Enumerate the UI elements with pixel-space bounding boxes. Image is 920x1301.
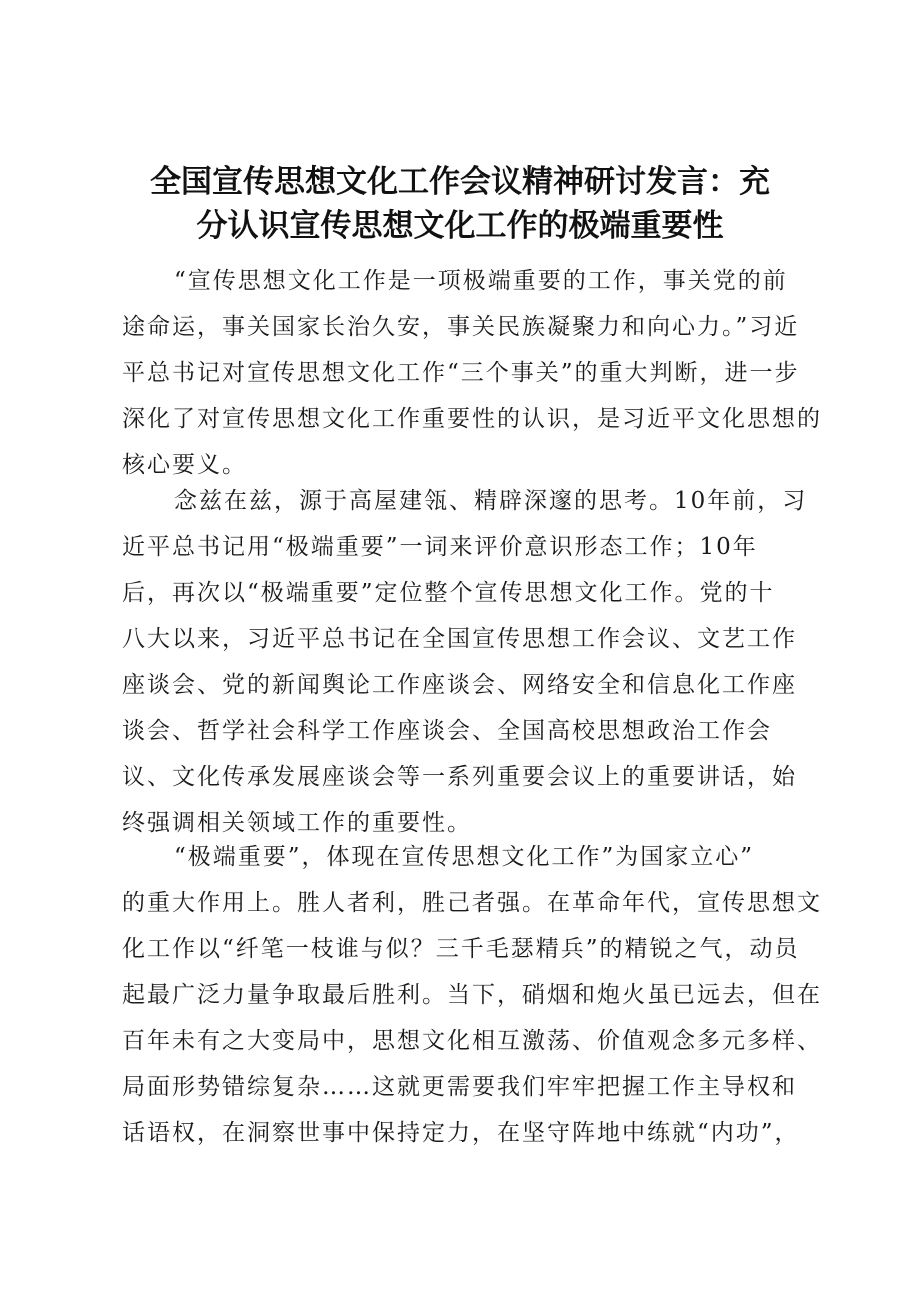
title-line: 分认识宣传思想文化工作的极端重要性 (196, 208, 724, 244)
text-line: 局面形势错综复杂……这就更需要我们牢牢把握工作主导权和 (122, 1074, 797, 1100)
text-line: 终强调相关领域工作的重要性。 (122, 810, 472, 836)
text-line: “极端重要”，体现在宣传思想文化工作”为国家立心” (174, 844, 755, 870)
text-line: 近平总书记用“极端重要”一词来评价意识形态工作；10年 (122, 534, 758, 560)
text-line: 起最广泛力量争取最后胜利。当下，硝烟和炮火虽已远去，但在 (122, 982, 822, 1008)
document-title (100, 160, 820, 248)
text-line: 念兹在兹，源于高屋建瓴、精辟深邃的思考。10年前，习 (174, 488, 808, 514)
text-line: 后，再次以“极端重要”定位整个宣传思想文化工作。党的十 (122, 580, 775, 606)
title-line: 全国宣传思想文化工作会议精神研讨发言：充 (150, 164, 770, 200)
text-line: 八大以来，习近平总书记在全国宣传思想工作会议、文艺工作 (122, 626, 797, 652)
text-line: 话语权，在洞察世事中保持定力，在坚守阵地中练就“内功”， (122, 1120, 800, 1146)
text-line: 深化了对宣传思想文化工作重要性的认识，是习近平文化思想的 (122, 406, 822, 432)
text-line: 途命运，事关国家长治久安，事关民族凝聚力和向心力。”习近 (122, 314, 800, 340)
paragraph-1 (122, 258, 822, 488)
text-line: 座谈会、党的新闻舆论工作座谈会、网络安全和信息化工作座 (122, 672, 797, 698)
text-line: 百年未有之大变局中，思想文化相互激荡、价值观念多元多样、 (122, 1028, 822, 1054)
text-line: 谈会、哲学社会科学工作座谈会、全国高校思想政治工作会 (122, 718, 772, 744)
text-line: 核心要义。 (122, 452, 247, 478)
text-line: “宣传思想文化工作是一项极端重要的工作，事关党的前 (174, 268, 788, 294)
paragraph-3 (122, 834, 822, 1156)
paragraph-2 (122, 478, 822, 846)
text-line: 化工作以“纤笔一枝谁与似？三千毛瑟精兵”的精锐之气，动员 (122, 936, 800, 962)
text-line: 的重大作用上。胜人者利，胜己者强。在革命年代，宣传思想文 (122, 890, 822, 916)
text-line: 议、文化传承发展座谈会等一系列重要会议上的重要讲话，始 (122, 764, 797, 790)
text-line: 平总书记对宣传思想文化工作“三个事关”的重大判断，进一步 (122, 360, 800, 386)
